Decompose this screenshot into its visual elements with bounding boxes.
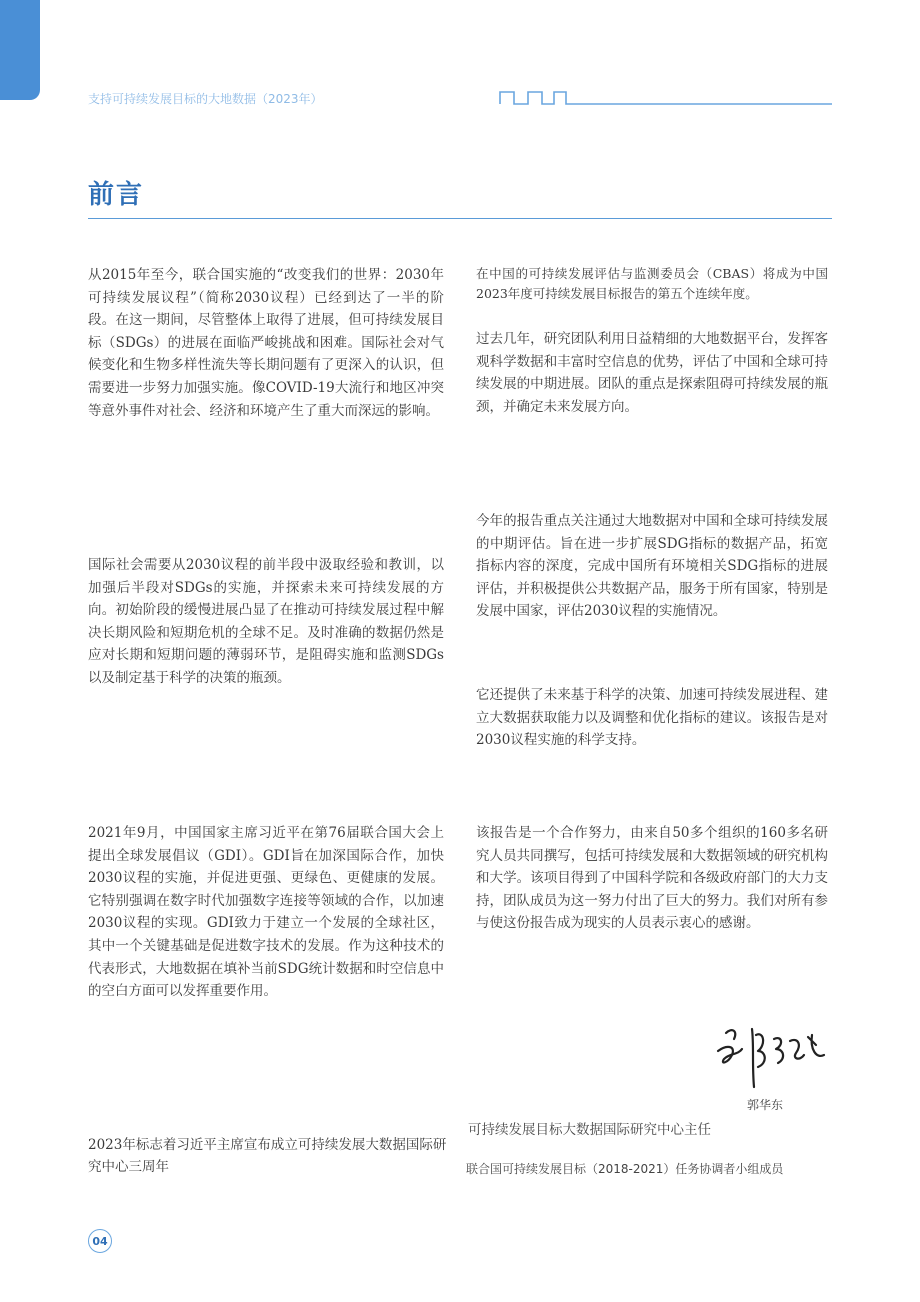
anniversary-caption: 2023年标志着习近平主席宣布成立可持续发展大数据国际研究中心三周年 xyxy=(88,1137,447,1175)
signatory-title: 可持续发展目标大数据国际研究中心主任 xyxy=(468,1122,711,1138)
paragraph-1: 从2015年至今，联合国实施的“改变我们的世界：2030年可持续发展议程”（简称2030议程）已经到达了一半的阶段。在这一期间，尽管整体上取得了进展，但可持续发展目标（SDGs）的进展在面临严峻挑战和困难。国际社会对气候变化和生物多样性流失等长期问题有了更深入的认识，但需要进一步努力加强实施。像COVID-19大流行和地区冲突等意外事件对社会、经济和环境产生了重大而深远的影响。 xyxy=(88,267,444,419)
paragraph-8: 该报告是一个合作努力，由来自50多个组织的160多名研究人员共同撰写，包括可持续发展和大数据领域的研究机构和大学。该项目得到了中国科学院和各级政府部门的大力支持，团队成员为这一努力付出了巨大的努力。我们对所有参与使这份报告成为现实的人员表示衷心的感谢。 xyxy=(476,825,828,932)
corner-tab xyxy=(0,0,40,100)
paragraph-2: 国际社会需要从2030议程的前半段中汲取经验和教训，以加强后半段对SDGs的实施，并探索未来可持续发展的方向。初始阶段的缓慢进展凸显了在推动可持续发展过程中解决长期风险和短期危机的全球不足。及时准确的数据仍然是应对长期和短期问题的薄弱环节，是阻碍实施和监测SDGs以及制定基于科学的决策的瓶颈。 xyxy=(88,557,444,686)
signatory-membership: 联合国可持续发展目标（2018-2021）任务协调者小组成员 xyxy=(466,1162,784,1176)
paragraph-7: 它还提供了未来基于科学的决策、加速可持续发展进程、建立大数据获取能力以及调整和优化指标的建议。该报告是对2030议程实施的科学支持。 xyxy=(476,687,828,749)
signatory-name: 郭华东 xyxy=(747,1098,784,1112)
paragraph-3: 2021年9月，中国国家主席习近平在第76届联合国大会上提出全球发展倡议（GDI）。GDI旨在加深国际合作，加快2030议程的实施，并促进更强、更绿色、更健康的发展。它特别强调在数字时代加强数字连接等领域的合作，以加速2030议程的实现。GDI致力于建立一个发展的全球社区，其中一个关键基础是促进数字技术的发展。作为这种技术的代表形式，大地数据在填补当前SDG统计数据和时空信息中的空白方面可以发挥重要作用。 xyxy=(88,825,444,1000)
running-header-title: 支持可持续发展目标的大地数据（2023年） xyxy=(88,92,323,106)
section-title: 前言 xyxy=(88,180,145,210)
paragraph-4: 在中国的可持续发展评估与监测委员会（CBAS）将成为中国2023年度可持续发展目标报告的第五个连续年度。 xyxy=(476,266,828,301)
handwritten-signature xyxy=(712,1015,832,1093)
title-divider xyxy=(88,218,832,219)
page-number-badge: 04 xyxy=(88,1229,112,1253)
header-decoration xyxy=(498,88,832,108)
paragraph-6: 今年的报告重点关注通过大地数据对中国和全球可持续发展的中期评估。旨在进一步扩展SDG指标的数据产品，拓宽指标内容的深度，完成中国所有环境相关SDG指标的进展评估，并积极提供公共数据产品，服务于所有国家，特别是发展中国家，评估2030议程的实施情况。 xyxy=(476,513,828,620)
paragraph-5: 过去几年，研究团队利用日益精细的大地数据平台，发挥客观科学数据和丰富时空信息的优势，评估了中国和全球可持续发展的中期进展。团队的重点是探索阻碍可持续发展的瓶颈，并确定未来发展方向。 xyxy=(476,331,828,415)
